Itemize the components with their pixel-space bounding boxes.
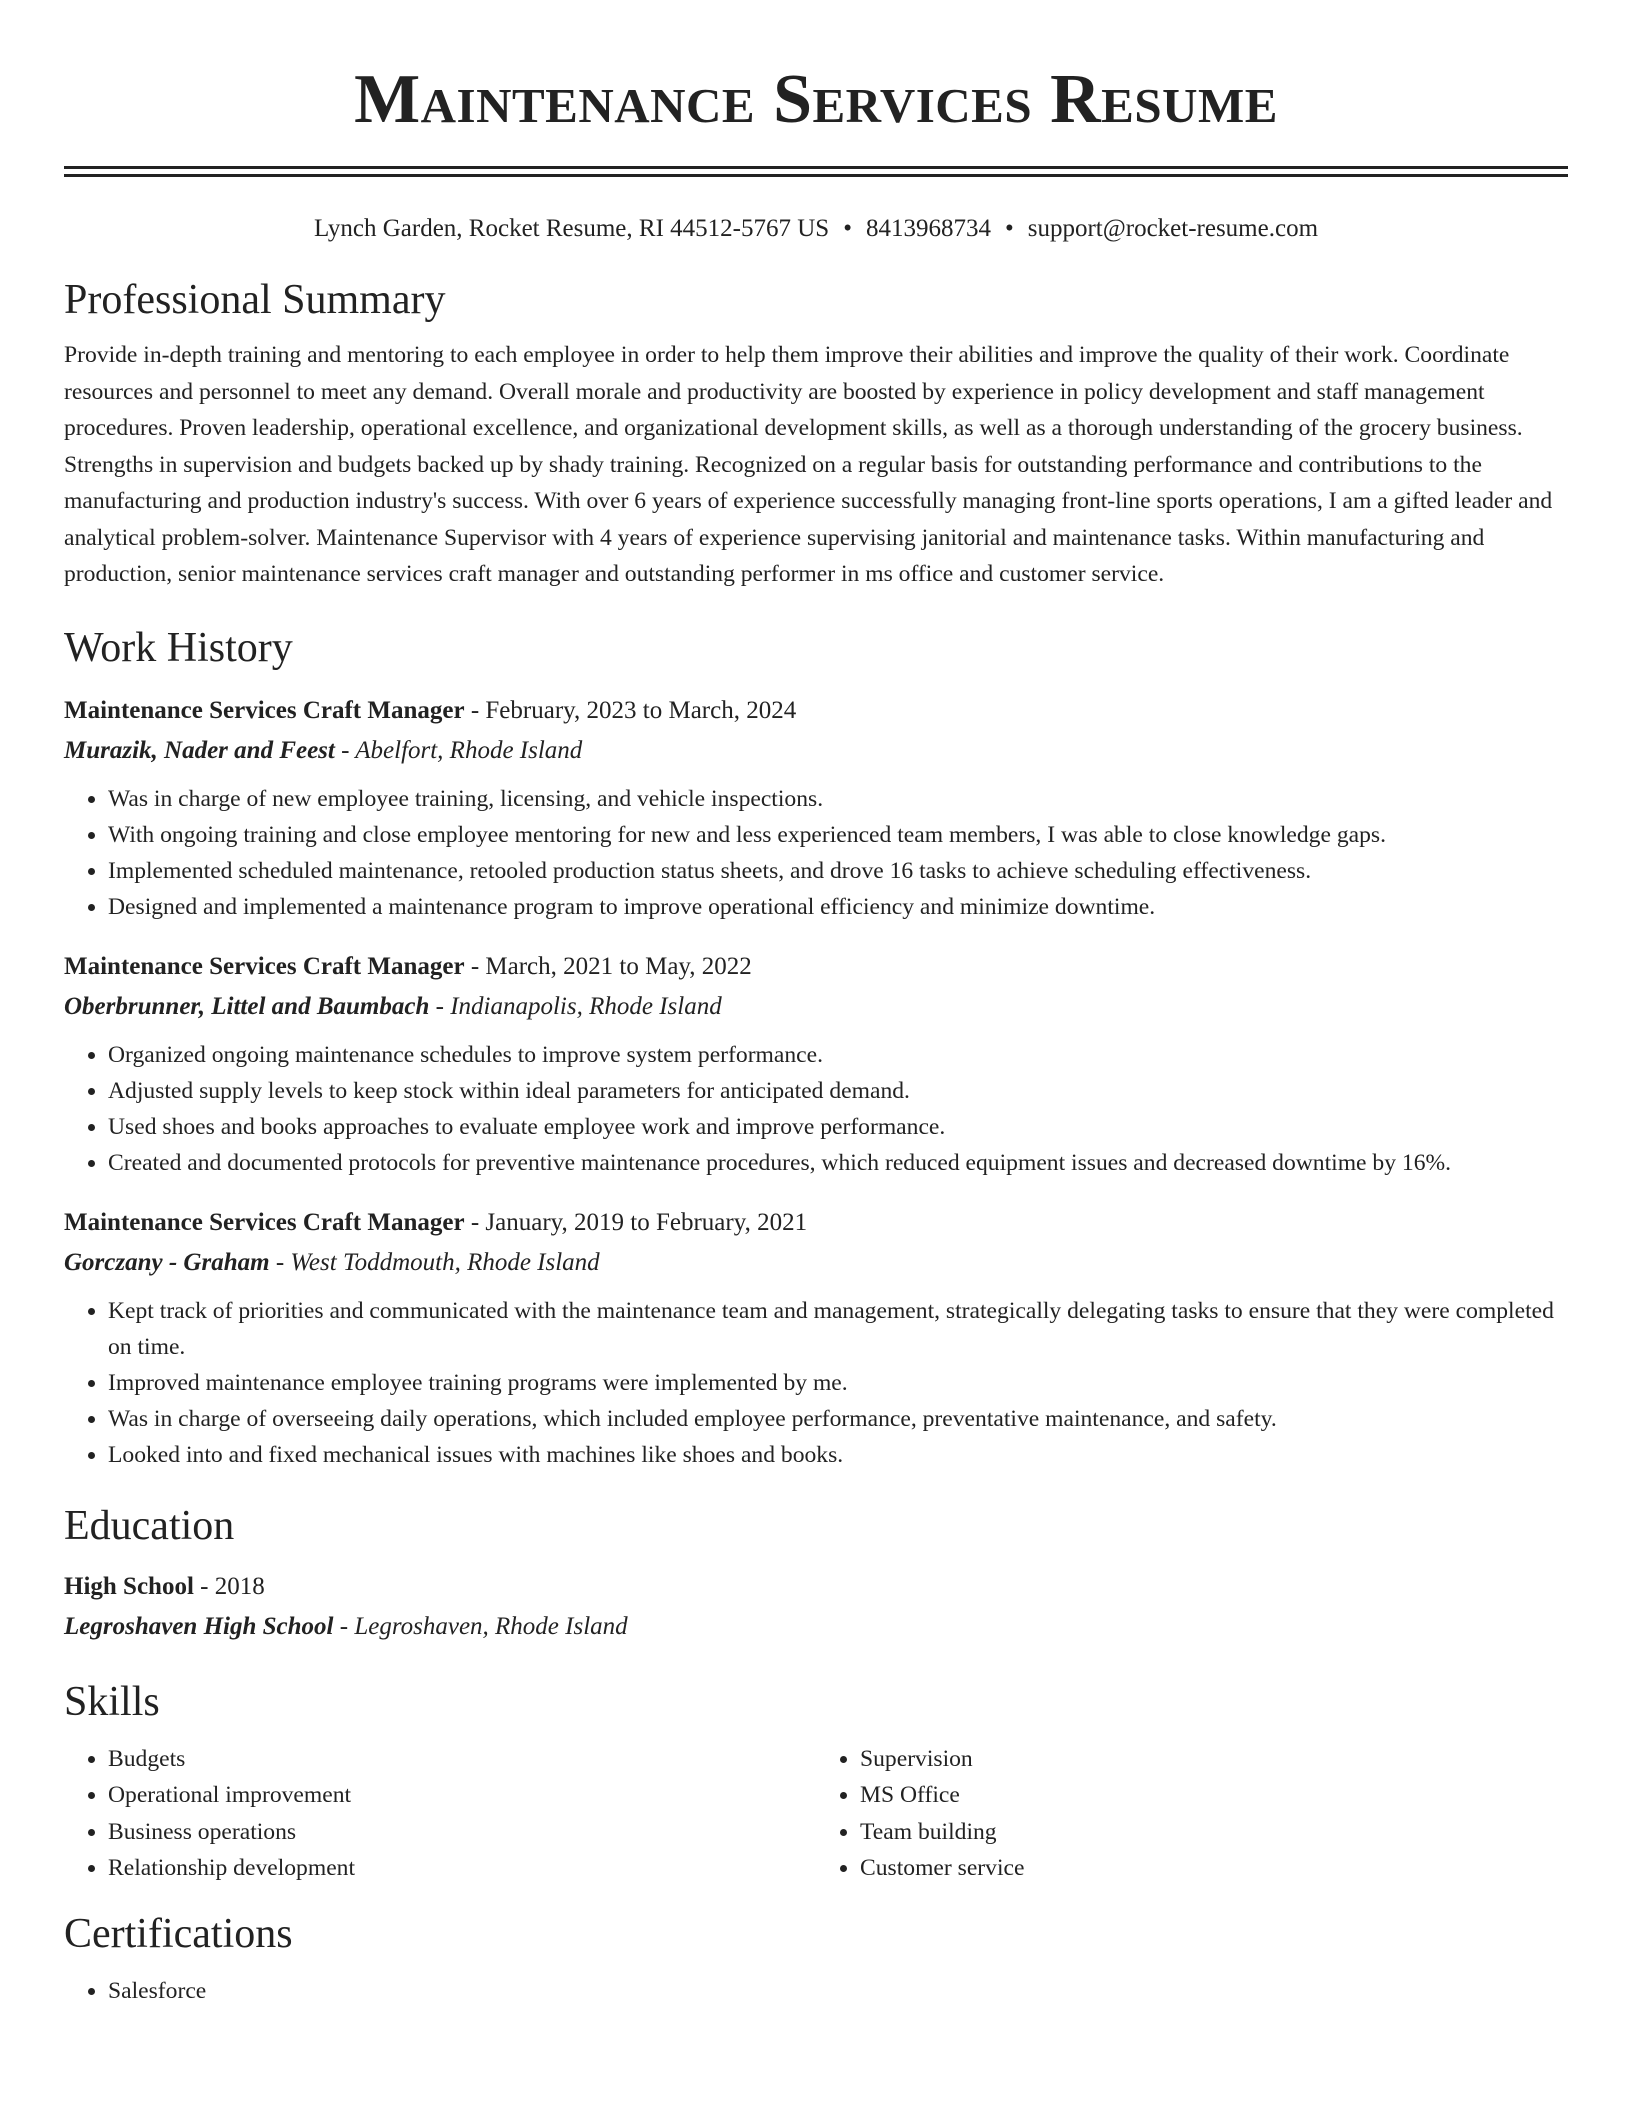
summary-section <box>64 275 1568 593</box>
education-degree: High School <box>64 1572 194 1600</box>
resume-title: Maintenance Services Resume <box>354 61 1278 138</box>
education-school: Legroshaven High School <box>64 1612 334 1640</box>
contact-phone: 8413968734 <box>865 215 991 242</box>
job-title-line: Maintenance Services Craft Manager - March, 2021 to May, 2022 <box>64 952 752 980</box>
job-company: Gorczany - Graham <box>64 1248 270 1276</box>
job-bullet: • Adjusted supply levels to keep stock within ideal parameters for anticipated demand. <box>108 1073 1568 1109</box>
job-dates: March, 2021 to May, 2022 <box>485 952 752 980</box>
job-company-line: Gorczany - Graham - West Toddmouth, Rhode Island <box>64 1248 600 1276</box>
education-section <box>64 1501 1568 1647</box>
job-bullets <box>64 781 1568 925</box>
job-bullet: • With ongoing training and close employee mentoring for new and less experienced team members, I was able to close knowledge gaps. <box>108 817 1568 853</box>
education-entry <box>64 1567 1568 1647</box>
skills-section <box>64 1677 1568 1887</box>
job-title: Maintenance Services Craft Manager <box>64 696 465 724</box>
contact-email: support@rocket-resume.com <box>1027 215 1319 242</box>
certifications-section <box>64 1909 1568 2009</box>
skill-item: • MS Office <box>860 1777 1568 1814</box>
job-company: Oberbrunner, Littel and Baumbach <box>64 992 430 1020</box>
skill-item: • Team building <box>860 1814 1568 1851</box>
job-company-line: Murazik, Nader and Feest - Abelfort, Rhode Island <box>64 736 583 764</box>
skills-grid <box>64 1741 1568 1887</box>
job-dates: January, 2019 to February, 2021 <box>485 1208 808 1236</box>
education-year: 2018 <box>214 1572 265 1600</box>
skill-item: • Supervision <box>860 1741 1568 1778</box>
education-location: Legroshaven, Rhode Island <box>354 1612 628 1640</box>
job-title-line: Maintenance Services Craft Manager - January, 2019 to February, 2021 <box>64 1208 808 1236</box>
work-history-section <box>64 623 1568 1473</box>
skill-item: • Customer service <box>860 1850 1568 1887</box>
job-entry <box>64 1203 1568 1473</box>
skills-heading: Skills <box>64 1678 160 1725</box>
job-company: Murazik, Nader and Feest <box>64 736 335 764</box>
education-school-line: Legroshaven High School - Legroshaven, Rhode Island <box>64 1612 628 1640</box>
job-location: Indianapolis, Rhode Island <box>450 992 722 1020</box>
skill-item: • Budgets <box>108 1741 816 1778</box>
job-bullet: • Improved maintenance employee training programs were implemented by me. <box>108 1365 1568 1401</box>
education-heading: Education <box>64 1502 235 1549</box>
job-location: Abelfort, Rhode Island <box>355 736 583 764</box>
skills-column-right <box>816 1741 1568 1887</box>
skills-column-left <box>64 1741 816 1887</box>
summary-text: Provide in-depth training and mentoring to each employee in order to help them improve their abilities and improve the quality of their work. Coordinate resources and personnel to meet any demand. Overall morale and productivity are boosted by experience in policy development and staff management procedures. Proven leadership, operational excellence, and organizational development skills, as well as a thorough understanding of the grocery business. Strengths in supervision and budgets backed up by shady training. Recognized on a regular basis for outstanding performance and contributions to the manufacturing and production industry's success. With over 6 years of experience successfully managing front-line sports operations, I am a gifted leader and analytical problem-solver. Maintenance Supervisor with 4 years of experience supervising janitorial and maintenance tasks. Within manufacturing and production, senior maintenance services craft manager and outstanding performer in ms office and customer service. <box>64 342 1553 587</box>
job-title: Maintenance Services Craft Manager <box>64 1208 465 1236</box>
job-bullet: • Implemented scheduled maintenance, retooled production status sheets, and drove 16 tasks to achieve scheduling effectiveness. <box>108 853 1568 889</box>
skill-item: • Relationship development <box>108 1850 816 1887</box>
work-history-heading: Work History <box>64 624 293 671</box>
contact-separator: • <box>843 215 852 242</box>
job-bullet: • Was in charge of new employee training, licensing, and vehicle inspections. <box>108 781 1568 817</box>
job-company-line: Oberbrunner, Littel and Baumbach - Indianapolis, Rhode Island <box>64 992 722 1020</box>
contact-line <box>64 213 1568 245</box>
job-bullet: • Organized ongoing maintenance schedules to improve system performance. <box>108 1037 1568 1073</box>
job-bullet: • Created and documented protocols for preventive maintenance procedures, which reduced equipment issues and decreased downtime by 16%. <box>108 1145 1568 1181</box>
contact-address: Lynch Garden, Rocket Resume, RI 44512-5767 US <box>313 215 830 242</box>
job-location: West Toddmouth, Rhode Island <box>290 1248 600 1276</box>
skill-item: • Business operations <box>108 1814 816 1851</box>
education-degree-line: High School - 2018 <box>64 1572 265 1600</box>
certifications-list <box>64 1973 1568 2009</box>
job-bullet: • Used shoes and books approaches to evaluate employee work and improve performance. <box>108 1109 1568 1145</box>
job-bullets <box>64 1293 1568 1473</box>
summary-heading: Professional Summary <box>64 277 446 323</box>
title-double-rule <box>64 166 1568 177</box>
skill-item: • Operational improvement <box>108 1777 816 1814</box>
certifications-heading: Certifications <box>64 1910 293 1957</box>
job-bullet: • Kept track of priorities and communicated with the maintenance team and management, strategically delegating tasks to ensure that they were completed on time. <box>108 1293 1568 1365</box>
job-title-line: Maintenance Services Craft Manager - February, 2023 to March, 2024 <box>64 696 797 724</box>
job-bullet: • Looked into and fixed mechanical issues with machines like shoes and books. <box>108 1437 1568 1473</box>
job-title: Maintenance Services Craft Manager <box>64 952 465 980</box>
job-bullets <box>64 1037 1568 1181</box>
contact-separator: • <box>1004 215 1014 242</box>
job-entry <box>64 947 1568 1181</box>
certification-item: • Salesforce <box>108 1973 1568 2009</box>
job-bullet: • Was in charge of overseeing daily operations, which included employee performance, preventative maintenance, and safety. <box>108 1401 1568 1437</box>
job-dates: February, 2023 to March, 2024 <box>485 696 797 724</box>
job-bullet: • Designed and implemented a maintenance program to improve operational efficiency and minimize downtime. <box>108 889 1568 925</box>
job-entry <box>64 691 1568 925</box>
